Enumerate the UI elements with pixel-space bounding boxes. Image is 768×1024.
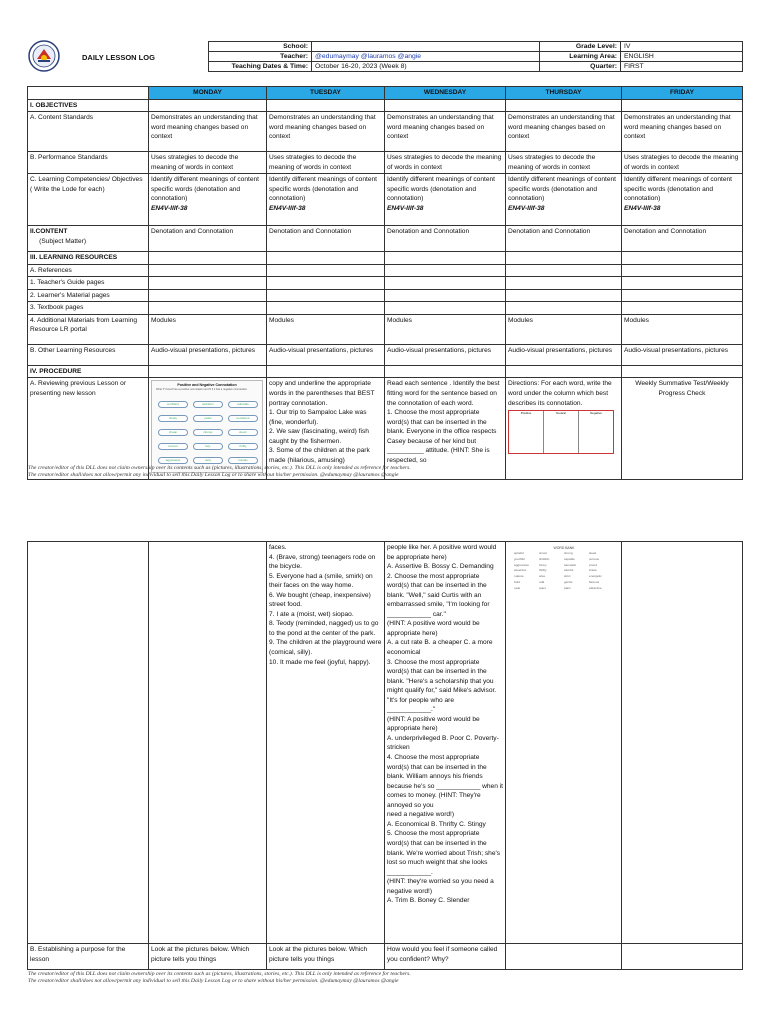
references-label: A. References [28,264,149,277]
other-resources-label: B. Other Learning Resources [28,344,149,365]
tg-pages-label: 1. Teacher's Guide pages [28,277,149,290]
word-bank-word: gentle [564,579,573,584]
connotation-columns-chart [508,410,614,454]
word-bank-image [514,545,614,592]
word-bank-word: neat [514,585,521,590]
day-header-friday: FRIDAY [622,87,743,100]
objectives-heading: I. OBJECTIVES [28,99,149,112]
footer-disclaimer-2b: The creator/editor shall/does not allow/permit any individual to sell this Daily Lesson Log or to share without his/her permission. @edumaymay @lauramos @angie [28,978,399,985]
comp-fri: Identify different meanings of content specific words (denotation and connotation) EN4V-IIIf-38 [622,174,743,226]
column-negative: Negative [590,411,602,416]
grade-value: IV [621,42,743,52]
worksheet-word: clever [228,429,258,436]
worksheet-word: persistent [228,415,258,422]
purpose-label: B. Establishing a purpose for the lesson [28,944,149,970]
content-standards-thu: Demonstrates an understanding that word meaning changes based on context [506,112,622,152]
word-bank-word: assertive [514,568,527,573]
word-bank-word: brave [589,568,597,573]
log-title: DAILY LESSON LOG [82,53,155,62]
content-standards-wed: Demonstrates an understanding that word meaning changes based on context [385,112,506,152]
content-mon: Denotation and Connotation [149,226,267,252]
worksheet-word: stubborn [193,401,223,408]
word-bank-word: aggressive [514,562,529,567]
lesson-table-page-2 [27,541,743,970]
worksheet-word: cheap [158,429,188,436]
content-standards-fri: Demonstrates an understanding that word meaning changes based on context [622,112,743,152]
word-bank-word: sleek [589,551,597,555]
word-bank-title: WORD BANK [553,546,575,550]
content-standards-tue: Demonstrates an understanding that word meaning changes based on context [267,112,385,152]
thu-directions: Directions: For each word, write the word under the column which best describes its connotation. [508,380,612,407]
review-fri: Weekly Summative Test/Weekly Progress Check [622,378,743,480]
word-bank-word: energetic [589,574,602,579]
day-header-thursday: THURSDAY [506,87,622,100]
area-value: ENGLISH [621,52,743,62]
perf-fri: Uses strategies to decode the meaning of words in context [622,152,743,174]
word-bank-word: odd [539,579,545,584]
worksheet-instructions: Write P if word has a positive connotation and N if it has a negative connotation. [156,388,248,392]
worksheet-title: Positive and Negative Connotation [177,383,237,388]
review-thu-cont [506,542,622,944]
quarter-value: FIRST [621,62,743,72]
dates-value: October 16-20, 2023 (Week 8) [312,62,540,72]
perf-tue: Uses strategies to decode the meaning of words in context [267,152,385,174]
word-bank-word: capable [564,556,575,561]
worksheet-word: confident [158,401,188,408]
word-bank-word: careful [564,568,574,573]
worksheet-word: lazy [193,443,223,450]
content-label: II.CONTENT (Subject Matter) [28,226,149,252]
additional-materials-label: 4. Additional Materials from Learning Resource LR portal [28,314,149,344]
grade-label: Grade Level: [540,42,621,52]
comp-wed: Identify different meanings of content specific words (denotation and connotation) EN4V-IIIf-38 [385,174,506,226]
worksheet-word: adorable [228,401,258,408]
other-fri: Audio-visual presentations, pictures [622,344,743,365]
other-thu: Audio-visual presentations, pictures [506,344,622,365]
day-header-tuesday: TUESDAY [267,87,385,100]
competencies-label: C. Learning Competencies/ Objectives ( Write the Lode for each) [28,174,149,226]
teacher-value: @edumaymay @lauramos @angie [312,52,540,62]
worksheet-word: petite [193,415,223,422]
procedure-heading: IV. PROCEDURE [28,365,149,378]
content-tue: Denotation and Connotation [267,226,385,252]
content-standards-mon: Demonstrates an understanding that word meaning changes based on context [149,112,267,152]
other-tue: Audio-visual presentations, pictures [267,344,385,365]
performance-standards-label: B. Performance Standards [28,152,149,174]
content-wed: Denotation and Connotation [385,226,506,252]
word-bank-word: youthful [514,556,525,561]
other-wed: Audio-visual presentations, pictures [385,344,506,365]
word-bank-word: wise [539,574,546,579]
worksheet-word: aggressive [158,457,188,464]
day-header-monday: MONDAY [149,87,267,100]
word-bank-word: bold [514,579,520,584]
worksheet-word: curious [158,443,188,450]
word-bank-word: sarcastic [564,562,577,567]
connotation-worksheet-image [151,380,263,473]
perf-wed: Uses strategies to decode the meaning of words in context [385,152,506,174]
perf-mon: Uses strategies to decode the meaning of words in context [149,152,267,174]
worksheet-word: chatty [158,415,188,422]
content-thu: Denotation and Connotation [506,226,622,252]
word-bank-word: childish [539,556,550,561]
word-bank-word: plain [564,585,571,590]
day-header-wednesday: WEDNESDAY [385,87,506,100]
lm-pages-label: 2. Learner's Material pages [28,289,149,302]
word-bank-word: mature [514,574,524,579]
worksheet-word: sneaky [228,457,258,464]
comp-tue: Identify different meanings of content specific words (denotation and connotation) EN4V-IIIf-38 [267,174,385,226]
word-bank-grid [514,551,614,592]
modules-wed: Modules [385,314,506,344]
corner-cell [28,87,149,100]
review-tue: copy and underline the appropriate words in the parentheses that BEST portray connotation. 1. Our trip to Sampaloc Lake was (fine, wonderful). 2. We saw (fascinating, weird) fish caught by the fishermen. 3. Some of the children at the park made (hilarious, amusing) [267,378,385,480]
lesson-table-page-1 [27,86,743,480]
review-label: A. Reviewing previous Lesson or presenting new lesson [28,378,149,480]
review-wed-cont: people like her. A positive word would be appropriate here) A. Assertive B. Bossy C. Demanding 2. Choose the most appropriate word(s) that can be inserted in the blank. "Well," said Curtis with an embarrassed smile, "I'm looking for ____________ car." (HINT: A positive word would be appropriate here) A. a cut rate B. a cheaper C. a more economical 3. Choose the most appropriate word(s) that can be inserted in the blank. "Here's a scholarship that you might qualify for," said Mike's advisor. "It's for people who are ____________." (HINT: A positive word would be appropriate here) A. underprivileged B. Poor C. Poverty-stricken 4. Choose the most appropriate word(s) that can be inserted in the blank. William annoys his friends because he's so ____________ when it comes to money. (HINT: They're annoyed so you need a negative word!) A. Economical B. Thrifty C. Stingy 5. Choose the most appropriate word(s) that can be inserted in the blank. We're worried about Trish; she's lost so much weight that she looks ____________. (HINT: they're worried so you need a negative word!) A. Trim B. Boney C. Slender [385,542,506,944]
worksheet-word: nosy [193,457,223,464]
textbook-pages-label: 3. Textbook pages [28,302,149,315]
footer-disclaimer-1: The creator/editor of this DLL does not claim ownership over its contents such as (pictures, illustrations, stories, etc.). This DLL is only intended as reference for teachers. [28,465,411,471]
modules-fri: Modules [622,314,743,344]
worksheet-word: thrifty [228,443,258,450]
word-bank-word: spiteful [514,551,524,555]
modules-mon: Modules [149,314,267,344]
purpose-tue: Look at the pictures below. Which picture tells you things [267,944,385,970]
modules-tue: Modules [267,314,385,344]
word-bank-word: proud [589,562,597,567]
perf-thu: Uses strategies to decode the meaning of words in context [506,152,622,174]
quarter-label: Quarter: [540,62,621,72]
purpose-mon: Look at the pictures below. Which picture tells you things [149,944,267,970]
other-mon: Audio-visual presentations, pictures [149,344,267,365]
review-tue-cont: faces. 4. (Brave, strong) teenagers rode on the bicycle. 5. Everyone had a (smile, smirk) on their faces on the way home. 6. We bought (cheap, inexpensive) street food. 7. I ate a (moist, wet) siopao. 8. Teody (reminded, nagged) us to go to the pond at the center of the park. 9. The children at the playground were (comical, silly). 10. It made me feel (joyful, happy). [267,542,385,944]
word-bank-word: strong [564,551,573,555]
word-bank-word: funny [539,562,547,567]
footer-disclaimer-1b: The creator/editor of this DLL does not claim ownership over its contents such as (pictures, illustrations, stories, etc.). This DLL is only intended as reference for teachers. [28,971,411,977]
dates-label: Teaching Dates & Time: [209,62,312,72]
column-neutral: Neutral [544,411,579,453]
column-positive: Positive [509,411,544,453]
modules-thu: Modules [506,314,622,344]
word-bank-word: famous [589,579,600,584]
word-bank-word: smart [539,551,547,555]
word-bank-word: quiet [539,585,546,590]
purpose-wed: How would you feel if someone called you confident? Why? [385,944,506,970]
teacher-label: Teacher: [209,52,312,62]
area-label: Learning Area: [540,52,621,62]
footer-page-2 [28,971,743,986]
content-standards-label: A. Content Standards [28,112,149,152]
word-bank-word: thrifty [539,568,547,573]
comp-mon: Identify different meanings of content specific words (denotation and connotation) EN4V-IIIf-38 [149,174,267,226]
school-value [312,42,540,52]
header-info-table [208,41,743,72]
word-bank-word: strict [564,574,571,579]
resources-heading: III. LEARNING RESOURCES [28,252,149,265]
deped-seal-logo [28,40,60,72]
worksheet-word: clumsy [193,429,223,436]
footer-page-1 [28,465,743,480]
school-label: School: [209,42,312,52]
word-bank-word: attractive [589,585,602,590]
comp-thu: Identify different meanings of content specific words (denotation and connotation) EN4V-IIIf-38 [506,174,622,226]
footer-disclaimer-2: The creator/editor shall/does not allow/permit any individual to sell this Daily Lesson Log or to share without his/her permission. @edumaymay @lauramos @angie [28,472,399,479]
content-fri: Denotation and Connotation [622,226,743,252]
word-bank-word: curious [589,556,599,561]
review-wed: Read each sentence . Identify the best fitting word for the sentence based on the connotation of each word. 1. Choose the most appropriate word(s) that can be inserted in the blank. Everyone in the office respects Casey because of her kind but __________ attitude. (HINT: She is respected, so [385,378,506,480]
